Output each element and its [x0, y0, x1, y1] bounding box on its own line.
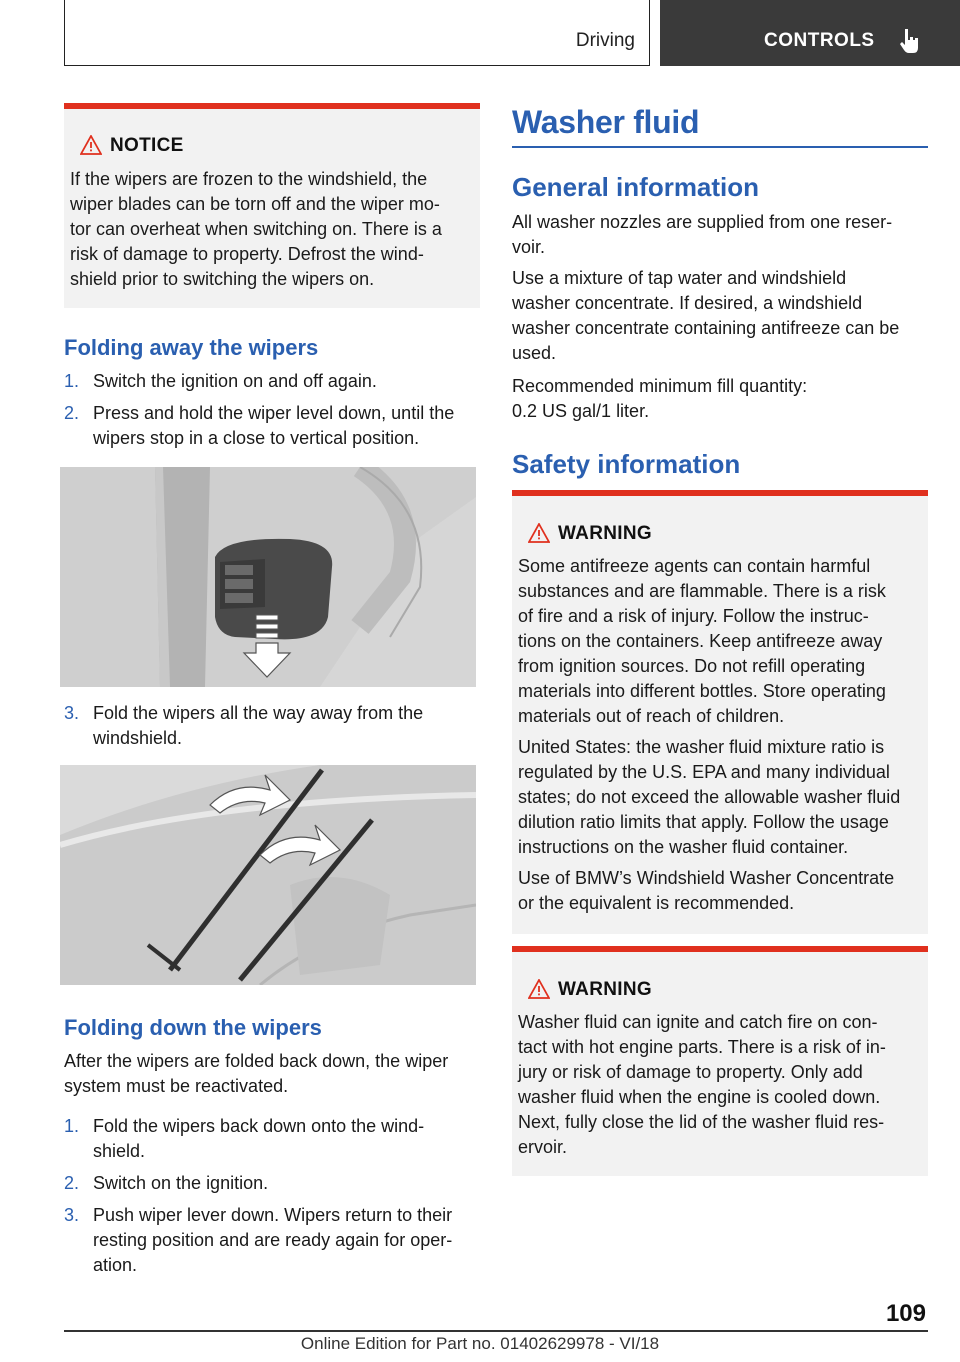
- para-line: instructions on the washer fluid container.: [518, 837, 849, 857]
- notice-line: wiper blades can be torn off and the wiper mo-: [70, 194, 440, 214]
- para-line: tions on the containers. Keep antifreeze away: [518, 631, 883, 651]
- general-p2: [512, 266, 928, 366]
- notice-text: [70, 167, 474, 292]
- warning-box-2: [512, 946, 928, 1176]
- warning-2-title: WARNING: [558, 979, 652, 1000]
- notice-box: [64, 103, 480, 308]
- para-line: used.: [512, 343, 557, 363]
- folding-away-step-2: [64, 401, 480, 451]
- para-line: or the equivalent is recommended.: [518, 893, 795, 913]
- para-line: United States: the washer fluid mixture ratio is: [518, 737, 885, 757]
- step-line: windshield.: [93, 728, 183, 748]
- general-p3: [512, 374, 928, 424]
- step-line: shield.: [93, 1141, 146, 1161]
- para-line: Use of BMW’s Windshield Washer Concentrate: [518, 868, 895, 888]
- intro-line: system must be reactivated.: [64, 1076, 289, 1096]
- warning-2-text: [518, 1010, 922, 1160]
- para-line: materials into different bottles. Store operating: [518, 681, 886, 701]
- page-number: 109: [885, 1300, 926, 1327]
- step-number: 2.: [64, 403, 80, 423]
- para-line: substances and are flammable. There is a risk: [518, 581, 886, 601]
- step-number: 2.: [64, 1173, 80, 1193]
- warning-1-p1: [518, 554, 922, 729]
- step-line: Fold the wipers all the way away from the: [93, 703, 424, 723]
- folding-away-step-1: [64, 369, 480, 394]
- step-text: Switch the ignition on and off again.: [93, 371, 377, 391]
- notice-line: If the wipers are frozen to the windshield, the: [70, 169, 428, 189]
- safety-information-heading: Safety information: [512, 449, 741, 479]
- notice-title: NOTICE: [110, 135, 184, 156]
- para-line: regulated by the U.S. EPA and many individual: [518, 762, 890, 782]
- warning-1-title: WARNING: [558, 523, 652, 544]
- para-line: states; do not exceed the allowable washer fluid: [518, 787, 901, 807]
- step-line: wipers stop in a close to vertical position.: [93, 428, 420, 448]
- folding-down-step-1: [64, 1114, 480, 1164]
- step-text: [93, 1114, 480, 1164]
- step-line: Press and hold the wiper level down, until the: [93, 403, 455, 423]
- para-line: 0.2 US gal/1 liter.: [512, 401, 650, 421]
- para-line: washer concentrate containing antifreeze can be: [512, 318, 900, 338]
- header-section-box: [64, 0, 650, 66]
- general-information-heading: General information: [512, 172, 760, 202]
- para-line: washer concentrate. If desired, a windshield: [512, 293, 863, 313]
- para-line: tact with hot engine parts. There is a risk of in-: [518, 1037, 886, 1057]
- step-line: Push wiper lever down. Wipers return to their: [93, 1205, 453, 1225]
- para-line: ervoir.: [518, 1137, 568, 1157]
- para-line: Recommended minimum fill quantity:: [512, 376, 808, 396]
- wipers-folded-illustration: [60, 765, 476, 985]
- edition-footer: Online Edition for Part no. 01402629978 - VI/18: [300, 1334, 660, 1353]
- para-line: materials out of reach of children.: [518, 706, 785, 726]
- pointing-hand-icon: [894, 26, 924, 56]
- para-line: jury or risk of damage to property. Only add: [518, 1062, 863, 1082]
- warning-1-text: [518, 554, 922, 922]
- warning-triangle-icon: [528, 979, 550, 999]
- para-line: Use a mixture of tap water and windshield: [512, 268, 847, 288]
- title-rule: [512, 146, 928, 148]
- notice-line: risk of damage to property. Defrost the wind-: [70, 244, 424, 264]
- step-number: 3.: [64, 703, 80, 723]
- header-section-label[interactable]: Driving: [575, 30, 635, 51]
- step-text: [93, 1203, 480, 1278]
- para-line: voir.: [512, 237, 546, 257]
- para-line: from ignition sources. Do not refill operating: [518, 656, 866, 676]
- para-line: Washer fluid can ignite and catch fire on con-: [518, 1012, 878, 1032]
- step-text: [93, 401, 480, 451]
- warning-1-p2: [518, 735, 922, 860]
- para-line: Next, fully close the lid of the washer fluid res-: [518, 1112, 885, 1132]
- intro-line: After the wipers are folded back down, the wiper: [64, 1051, 449, 1071]
- folding-down-step-2: [64, 1171, 480, 1196]
- folding-away-heading: Folding away the wipers: [64, 335, 319, 360]
- warning-triangle-icon: [528, 523, 550, 543]
- header-chapter-tab[interactable]: [660, 0, 960, 66]
- footer-rule: [64, 1330, 928, 1332]
- warning-triangle-icon: [80, 135, 102, 155]
- step-number: 1.: [64, 371, 80, 391]
- para-line: of fire and a risk of injury. Follow the instruc-: [518, 606, 869, 626]
- general-p1: [512, 210, 928, 260]
- step-text: Switch on the ignition.: [93, 1173, 269, 1193]
- notice-line: tor can overheat when switching on. There is a: [70, 219, 442, 239]
- folding-down-intro: [64, 1049, 480, 1099]
- wiper-lever-illustration: [60, 467, 476, 687]
- step-number: 1.: [64, 1116, 80, 1136]
- washer-fluid-title: Washer fluid: [512, 104, 700, 140]
- header-chapter-label: CONTROLS: [764, 30, 875, 51]
- warning-1-p3: [518, 866, 922, 916]
- warning-box-1: [512, 490, 928, 934]
- folding-down-step-3: [64, 1203, 480, 1278]
- folding-away-step-3: [64, 701, 480, 751]
- step-number: 3.: [64, 1205, 80, 1225]
- step-line: resting position and are ready again for oper-: [93, 1230, 453, 1250]
- para-line: All washer nozzles are supplied from one reser-: [512, 212, 893, 232]
- notice-line: shield prior to switching the wipers on.: [70, 269, 375, 289]
- para-line: washer fluid when the engine is cooled down.: [518, 1087, 881, 1107]
- step-text: [93, 701, 480, 751]
- folding-down-heading: Folding down the wipers: [64, 1015, 322, 1040]
- para-line: dilution ratio limits that apply. Follow the usage: [518, 812, 889, 832]
- step-line: Fold the wipers back down onto the wind-: [93, 1116, 425, 1136]
- step-line: ation.: [93, 1255, 138, 1275]
- para-line: Some antifreeze agents can contain harmful: [518, 556, 871, 576]
